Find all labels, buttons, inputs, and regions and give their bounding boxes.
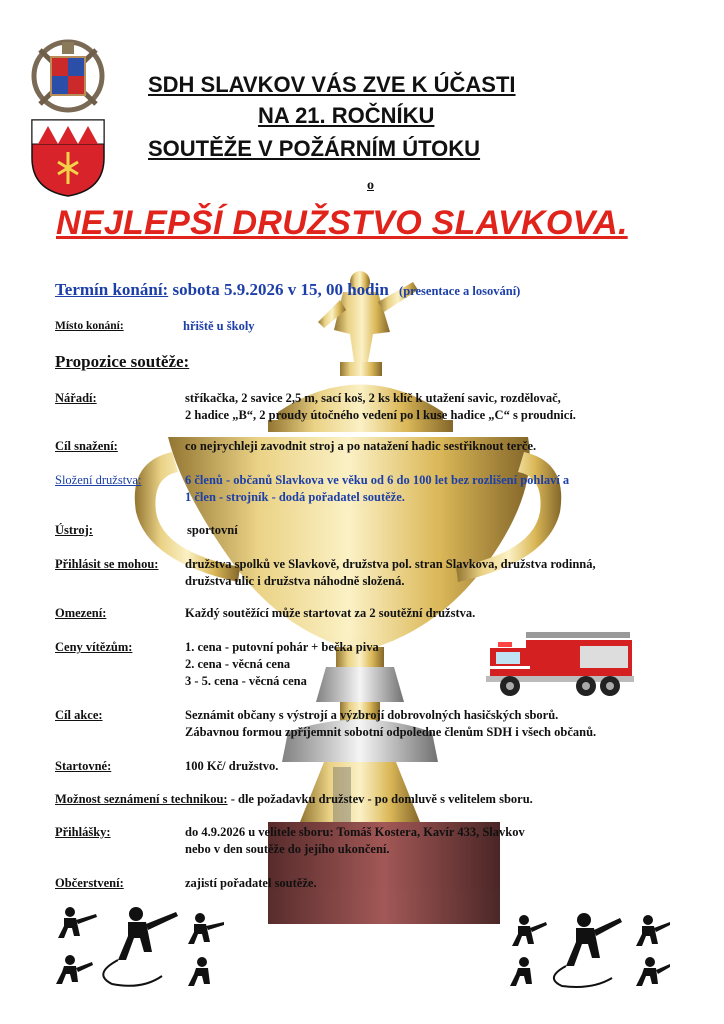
row-value: družstva ulic i družstva náhodně složená. — [185, 574, 405, 588]
fire-brigade-emblem-icon — [28, 38, 108, 114]
row-label: Omezení: — [55, 606, 107, 620]
firefighter-silhouettes-icon — [52, 904, 232, 990]
row-value: Seznámit občany s výstrojí a výzbrojí dobrovolných hasičských sborů. — [185, 708, 559, 722]
row-label: Občerstvení: — [55, 876, 124, 890]
row-value: co nejrychleji zavodnit stroj a po natažení hadic sestřiknout terče. — [185, 439, 537, 453]
fire-truck-icon — [486, 626, 636, 700]
row-value: družstva spolků ve Slavkově, družstva pol. stran Slavkova, družstva rodinná, — [185, 557, 596, 571]
row-value: 100 Kč/ družstvo. — [185, 759, 279, 773]
term-value: sobota 5.9.2026 v 15, 00 hodin — [172, 280, 389, 299]
municipal-coat-of-arms-icon — [30, 118, 106, 198]
term-row — [55, 280, 520, 300]
row-label: Cíl akce: — [55, 708, 103, 722]
row-value: nebo v den soutěže do jejího ukončení. — [185, 842, 390, 856]
rules-heading: Propozice soutěže: — [55, 352, 190, 371]
row-label: Startovné: — [55, 759, 112, 773]
row-value: 6 členů - občanů Slavkova ve věku od 6 do 100 let bez rozlišení pohlaví a — [185, 473, 570, 487]
row-value: sportovní — [187, 523, 238, 537]
row-label: Cíl snažení: — [55, 439, 118, 453]
place-value: hřiště u školy — [183, 319, 255, 333]
page-title: NEJLEPŠÍ DRUŽSTVO SLAVKOVA. — [56, 204, 628, 242]
row-label: Možnost seznámení s technikou: — [55, 792, 228, 806]
row-value: do 4.9.2026 u velitele sboru: Tomáš Kostera, Kavír 433, Slavkov — [185, 825, 525, 839]
term-note: (presentace a losování) — [399, 284, 521, 298]
row-value: 3 - 5. cena - věcná cena — [185, 674, 307, 688]
firefighter-silhouettes-icon — [508, 908, 674, 988]
row-value: 1 člen - strojník - dodá pořadatel soutěže. — [185, 490, 405, 504]
place-label: Místo konání: — [55, 320, 124, 332]
row-label: Složení družstva: — [55, 473, 142, 487]
row-value: 2 hadice „B“, 2 proudy útočného vedení po l kuse hadice „C“ s proudnicí. — [185, 408, 576, 422]
row-moznost — [55, 791, 533, 808]
row-label: Ceny vítězům: — [55, 640, 133, 654]
header-line-3: SOUTĚŽE V POŽÁRNÍM ÚTOKU — [148, 136, 481, 161]
row-value: - dle požadavku družstev - po domluvě s velitelem sboru. — [230, 792, 533, 806]
header-line-1: SDH SLAVKOV VÁS ZVE K ÚČASTI — [148, 72, 516, 97]
header-line-2: NA 21. ROČNÍKU — [258, 103, 435, 128]
row-label: Ústroj: — [55, 523, 93, 537]
term-label: Termín konání: — [55, 280, 169, 299]
row-value: 2. cena - věcná cena — [185, 657, 291, 671]
row-label: Nářadí: — [55, 391, 97, 405]
row-value: zajistí pořadatel soutěže. — [185, 876, 317, 890]
row-value: Zábavnou formou zpříjemnit sobotní odpoledne členům SDH i všech občanů. — [185, 725, 597, 739]
row-label: Přihlásit se mohou: — [55, 557, 159, 571]
row-value: 1. cena - putovní pohár + bečka piva — [185, 640, 379, 654]
row-label: Přihlášky: — [55, 825, 111, 839]
row-value: Každý soutěžící může startovat za 2 soutěžní družstva. — [185, 606, 476, 620]
row-value: stříkačka, 2 savice 2,5 m, sací koš, 2 ks klíč k utažení savic, rozdělovač, — [185, 391, 561, 405]
header-o: o — [367, 178, 374, 193]
